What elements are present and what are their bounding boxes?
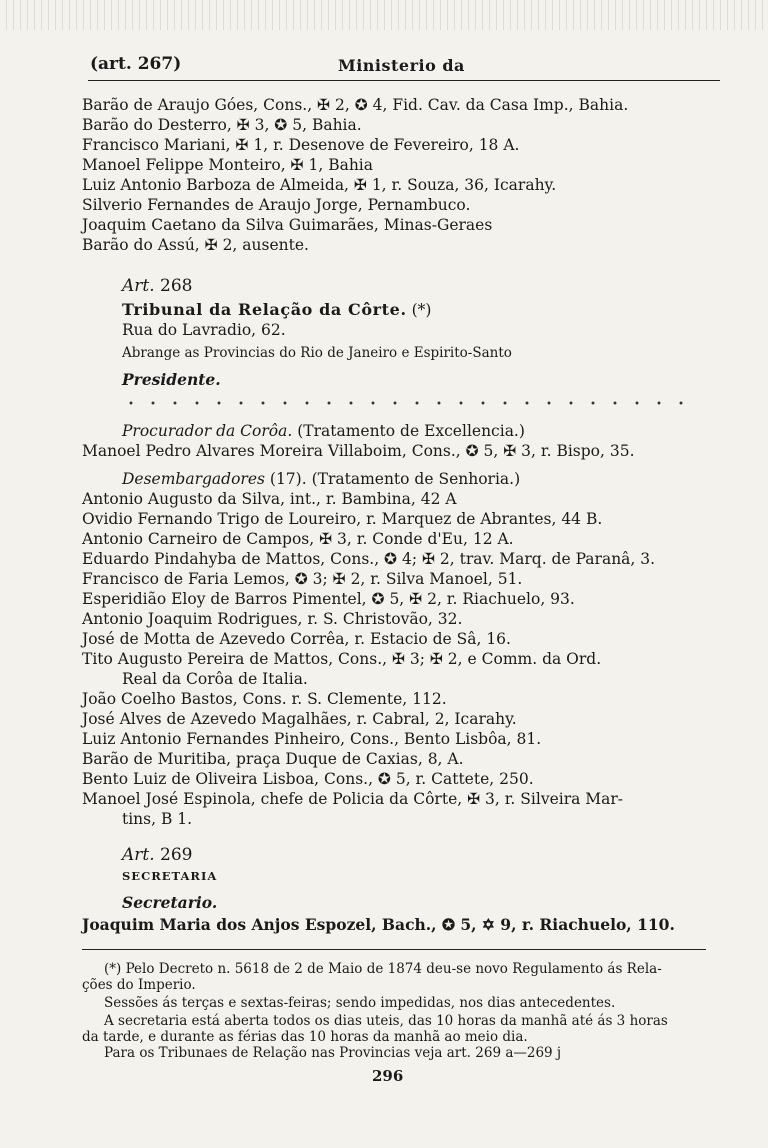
page-number: 296	[372, 1067, 404, 1085]
header-article-ref: (art. 267)	[90, 54, 182, 74]
president-label: Presidente.	[122, 370, 221, 389]
court-title-line	[122, 300, 431, 320]
judge-entry: Francisco de Faria Lemos, ✪ 3; ✠ 2, r. Silva Manoel, 51.	[82, 570, 523, 588]
desembargadores-label: Desembargadores	[122, 470, 265, 488]
art269-heading	[122, 845, 193, 865]
court-title-note: (*)	[411, 301, 432, 319]
judge-entry: Antonio Joaquim Rodrigues, r. S. Christovão, 32.	[82, 610, 463, 628]
art-number: 268	[160, 276, 193, 296]
court-address: Rua do Lavradio, 62.	[122, 321, 286, 339]
art267-line: Manoel Felippe Monteiro, ✠ 1, Bahia	[82, 156, 374, 174]
judge-entry: Luiz Antonio Fernandes Pinheiro, Cons., Bento Lisbôa, 81.	[82, 730, 542, 748]
judge-entry: Tito Augusto Pereira de Mattos, Cons., ✠ 3; ✠ 2, e Comm. da Ord.	[82, 650, 602, 668]
judge-entry: Ovidio Fernando Trigo de Loureiro, r. Marquez de Abrantes, 44 B.	[82, 510, 603, 528]
secretario-name: Joaquim Maria dos Anjos Espozel, Bach., ✪ 5, ✡ 9, r. Riachuelo, 110.	[82, 915, 675, 934]
judge-entry: Antonio Carneiro de Campos, ✠ 3, r. Conde d'Eu, 12 A.	[82, 530, 514, 548]
judge-entry: João Coelho Bastos, Cons. r. S. Clemente, 112.	[82, 690, 447, 708]
section-secretaria: SECRETARIA	[122, 869, 218, 883]
procurador-line	[122, 421, 525, 441]
judge-entry-continuation: Real da Corôa de Italia.	[122, 670, 308, 688]
judge-entry: Manoel José Espinola, chefe de Policia da Côrte, ✠ 3, r. Silveira Mar-	[82, 790, 624, 808]
art267-line: Silverio Fernandes de Araujo Jorge, Pernambuco.	[82, 196, 471, 214]
art267-line: Joaquim Caetano da Silva Guimarães, Minas-Geraes	[82, 216, 493, 234]
judge-entry: Esperidião Eloy de Barros Pimentel, ✪ 5, ✠ 2, r. Riachuelo, 93.	[82, 590, 575, 608]
footnote-line: da tarde, e durante as férias das 10 horas da manhã ao meio dia.	[82, 1029, 528, 1045]
procurador-treatment: (Tratamento de Excellencia.)	[297, 422, 525, 440]
judge-entry: Antonio Augusto da Silva, int., r. Bambina, 42 A	[82, 490, 457, 508]
procurador-name: Manoel Pedro Alvares Moreira Villaboim, Cons., ✪ 5, ✠ 3, r. Bispo, 35.	[82, 442, 635, 460]
art267-line: Barão de Araujo Góes, Cons., ✠ 2, ✪ 4, Fid. Cav. da Casa Imp., Bahia.	[82, 96, 629, 114]
judge-entry-continuation: tins, B 1.	[122, 810, 193, 828]
footnote-line: ções do Imperio.	[82, 977, 196, 993]
procurador-label: Procurador da Corôa.	[122, 422, 293, 440]
art-number: 269	[160, 845, 193, 865]
footnote-line: A secretaria está aberta todos os dias uteis, das 10 horas da manhã até ás 3 horas	[104, 1013, 668, 1029]
scan-noise	[0, 0, 768, 30]
judge-entry: Eduardo Pindahyba de Mattos, Cons., ✪ 4; ✠ 2, trav. Marq. de Paranâ, 3.	[82, 550, 656, 568]
art-label: Art.	[122, 276, 155, 296]
desembargadores-treatment: (Tratamento de Senhoria.)	[311, 470, 521, 488]
art267-line: Luiz Antonio Barboza de Almeida, ✠ 1, r. Souza, 36, Icarahy.	[82, 176, 557, 194]
judge-entry: Bento Luiz de Oliveira Lisboa, Cons., ✪ 5, r. Cattete, 250.	[82, 770, 534, 788]
art267-line: Barão do Assú, ✠ 2, ausente.	[82, 236, 309, 254]
dotted-leader	[120, 398, 690, 408]
header-ministry-title: Ministerio da	[338, 56, 465, 75]
art268-heading	[122, 276, 193, 296]
art267-line: Francisco Mariani, ✠ 1, r. Desenove de Fevereiro, 18 A.	[82, 136, 520, 154]
judge-entry: José Alves de Azevedo Magalhães, r. Cabral, 2, Icarahy.	[82, 710, 517, 728]
judge-entry: Barão de Muritiba, praça Duque de Caxias, 8, A.	[82, 750, 464, 768]
footnote-rule	[82, 949, 706, 950]
desembargadores-count: (17).	[269, 470, 307, 488]
running-header	[88, 52, 720, 81]
art267-line: Barão do Desterro, ✠ 3, ✪ 5, Bahia.	[82, 116, 362, 134]
footnote-line: (*) Pelo Decreto n. 5618 de 2 de Maio de 1874 deu-se novo Regulamento ás Rela-	[104, 961, 662, 977]
secretario-label: Secretario.	[122, 893, 218, 912]
art-label: Art.	[122, 845, 155, 865]
desembargadores-line	[122, 469, 520, 489]
court-scope: Abrange as Provincias do Rio de Janeiro e Espirito-Santo	[122, 345, 512, 361]
footnote-line: Sessões ás terças e sextas-feiras; sendo impedidas, nos dias antecedentes.	[104, 995, 616, 1011]
judge-entry: José de Motta de Azevedo Corrêa, r. Estacio de Sâ, 16.	[82, 630, 511, 648]
footnote-line: Para os Tribunaes de Relação nas Provincias veja art. 269 a—269 j	[104, 1045, 562, 1061]
court-title: Tribunal da Relação da Côrte.	[122, 300, 407, 319]
